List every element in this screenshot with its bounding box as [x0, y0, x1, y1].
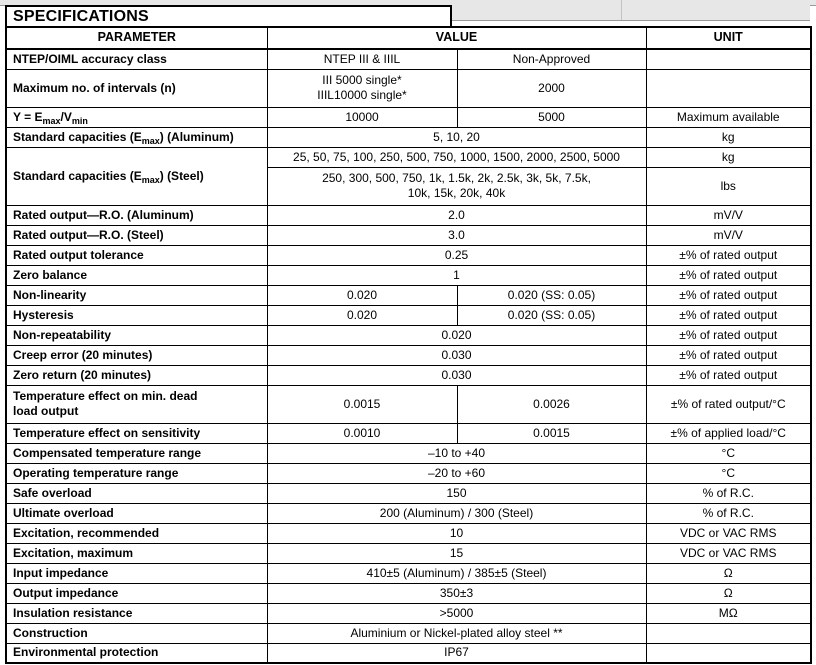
- unit-cell: [646, 69, 811, 107]
- table-row: [6, 503, 811, 523]
- param-cell: Rated output tolerance: [6, 245, 267, 265]
- value-cell: 2.0: [267, 205, 646, 225]
- param-cell: Operating temperature range: [6, 463, 267, 483]
- value-cell: 0.030: [267, 345, 646, 365]
- page-top-gray-band-right: [451, 0, 810, 21]
- table-row: [6, 623, 811, 643]
- table-row: [6, 285, 811, 305]
- value-cell: 3.0: [267, 225, 646, 245]
- param-cell: Input impedance: [6, 563, 267, 583]
- param-cell: Rated output—R.O. (Steel): [6, 225, 267, 245]
- value-cell: 410±5 (Aluminum) / 385±5 (Steel): [267, 563, 646, 583]
- unit-cell: MΩ: [646, 603, 811, 623]
- unit-cell: Maximum available: [646, 107, 811, 127]
- unit-cell: VDC or VAC RMS: [646, 523, 811, 543]
- param-cell: Zero return (20 minutes): [6, 365, 267, 385]
- table-row: [6, 423, 811, 443]
- value-cell: 150: [267, 483, 646, 503]
- value-cell: 0.020: [267, 305, 457, 325]
- table-row: [6, 205, 811, 225]
- param-cell: Excitation, maximum: [6, 543, 267, 563]
- value-cell: 0.020: [267, 285, 457, 305]
- table-row: [6, 225, 811, 245]
- value-cell: 0.030: [267, 365, 646, 385]
- param-cell: Safe overload: [6, 483, 267, 503]
- unit-cell: % of R.C.: [646, 503, 811, 523]
- value-cell: 2000: [457, 69, 646, 107]
- value-cell: Aluminium or Nickel-plated alloy steel **: [267, 623, 646, 643]
- value-cell: 5, 10, 20: [267, 127, 646, 147]
- param-cell: Creep error (20 minutes): [6, 345, 267, 365]
- unit-cell: ±% of rated output: [646, 345, 811, 365]
- table-row: [6, 365, 811, 385]
- table-row: [6, 603, 811, 623]
- specifications-title-box: [5, 5, 452, 27]
- unit-cell: ±% of rated output: [646, 245, 811, 265]
- table-header-row: [6, 27, 811, 49]
- value-cell: III 5000 single* IIIL10000 single*: [267, 69, 457, 107]
- value-cell: 250, 300, 500, 750, 1k, 1.5k, 2k, 2.5k, 3k, 5k, 7.5k, 10k, 15k, 20k, 40k: [267, 167, 646, 205]
- value-cell: 0.0015: [267, 385, 457, 423]
- param-cell: Excitation, recommended: [6, 523, 267, 543]
- param-cell: Hysteresis: [6, 305, 267, 325]
- value-cell: 0.020 (SS: 0.05): [457, 285, 646, 305]
- table-row: [6, 443, 811, 463]
- unit-cell: °C: [646, 443, 811, 463]
- unit-cell: ±% of rated output: [646, 305, 811, 325]
- unit-cell: Ω: [646, 583, 811, 603]
- param-cell: Zero balance: [6, 265, 267, 285]
- unit-cell: ±% of rated output: [646, 265, 811, 285]
- table-row: [6, 583, 811, 603]
- unit-cell: [646, 623, 811, 643]
- param-cell: Ultimate overload: [6, 503, 267, 523]
- table-row: [6, 305, 811, 325]
- unit-cell: ±% of rated output: [646, 285, 811, 305]
- param-cell: NTEP/OIML accuracy class: [6, 49, 267, 69]
- param-cell: Temperature effect on sensitivity: [6, 423, 267, 443]
- param-cell: Non-repeatability: [6, 325, 267, 345]
- unit-cell: ±% of applied load/°C: [646, 423, 811, 443]
- header-unit: UNIT: [646, 27, 811, 49]
- param-cell: Insulation resistance: [6, 603, 267, 623]
- unit-cell: kg: [646, 127, 811, 147]
- value-cell: Non-Approved: [457, 49, 646, 69]
- specifications-title: SPECIFICATIONS: [13, 8, 149, 25]
- value-cell: NTEP III & IIIL: [267, 49, 457, 69]
- unit-cell: mV/V: [646, 225, 811, 245]
- table-row: [6, 265, 811, 285]
- param-cell: Maximum no. of intervals (n): [6, 69, 267, 107]
- unit-cell: VDC or VAC RMS: [646, 543, 811, 563]
- table-row: [6, 523, 811, 543]
- param-cell: Temperature effect on min. dead load output: [6, 385, 267, 423]
- unit-cell: Ω: [646, 563, 811, 583]
- param-cell: Non-linearity: [6, 285, 267, 305]
- table-row: [6, 483, 811, 503]
- value-cell: –20 to +60: [267, 463, 646, 483]
- unit-cell: [646, 49, 811, 69]
- table-row: [6, 147, 811, 167]
- param-cell: Standard capacities $(E_{max})$ (Steel): [6, 147, 267, 205]
- table-row: [6, 245, 811, 265]
- value-cell: IP67: [267, 643, 646, 663]
- table-row: [6, 463, 811, 483]
- table-row: [6, 69, 811, 107]
- value-cell: 15: [267, 543, 646, 563]
- value-cell: 0.0010: [267, 423, 457, 443]
- table-row: [6, 345, 811, 365]
- table-row: [6, 563, 811, 583]
- specifications-table: [5, 26, 812, 664]
- param-cell: Rated output—R.O. (Aluminum): [6, 205, 267, 225]
- unit-cell: mV/V: [646, 205, 811, 225]
- param-cell: Standard capacities $(E_{max})$ (Aluminum): [6, 127, 267, 147]
- value-cell: 200 (Aluminum) / 300 (Steel): [267, 503, 646, 523]
- param-cell: Construction: [6, 623, 267, 643]
- table-row: [6, 107, 811, 127]
- value-cell: 5000: [457, 107, 646, 127]
- table-row: [6, 49, 811, 69]
- spec-table-body: [6, 49, 811, 663]
- unit-cell: ±% of rated output: [646, 325, 811, 345]
- table-row: [6, 127, 811, 147]
- param-cell: Compensated temperature range: [6, 443, 267, 463]
- unit-cell: % of R.C.: [646, 483, 811, 503]
- unit-cell: [646, 643, 811, 663]
- value-cell: 10000: [267, 107, 457, 127]
- value-cell: 0.020 (SS: 0.05): [457, 305, 646, 325]
- param-cell: Output impedance: [6, 583, 267, 603]
- gray-band-divider: [621, 0, 622, 20]
- value-cell: 1: [267, 265, 646, 285]
- table-row: [6, 643, 811, 663]
- table-row: [6, 385, 811, 423]
- unit-cell: lbs: [646, 167, 811, 205]
- param-cell: Environmental protection: [6, 643, 267, 663]
- value-cell: –10 to +40: [267, 443, 646, 463]
- table-row: [6, 325, 811, 345]
- unit-cell: °C: [646, 463, 811, 483]
- table-row: [6, 543, 811, 563]
- value-cell: 10: [267, 523, 646, 543]
- value-cell: 0.020: [267, 325, 646, 345]
- param-cell: $Y = E_{max}/V_{min}$: [6, 107, 267, 127]
- value-cell: 350±3: [267, 583, 646, 603]
- header-parameter: PARAMETER: [6, 27, 267, 49]
- value-cell: 0.25: [267, 245, 646, 265]
- value-cell: 25, 50, 75, 100, 250, 500, 750, 1000, 1500, 2000, 2500, 5000: [267, 147, 646, 167]
- value-cell: 0.0015: [457, 423, 646, 443]
- value-cell: >5000: [267, 603, 646, 623]
- unit-cell: kg: [646, 147, 811, 167]
- header-value: VALUE: [267, 27, 646, 49]
- unit-cell: ±% of rated output: [646, 365, 811, 385]
- unit-cell: ±% of rated output/°C: [646, 385, 811, 423]
- value-cell: 0.0026: [457, 385, 646, 423]
